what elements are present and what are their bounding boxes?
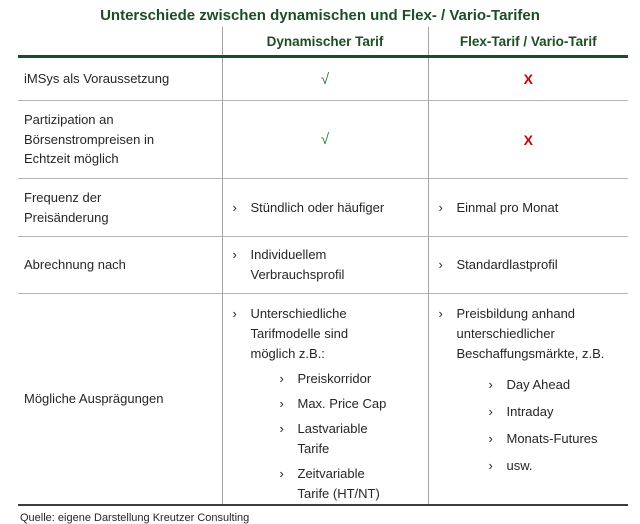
- cell-auspraegungen-flex: [428, 294, 628, 506]
- cell-imsys-flex: [428, 57, 628, 101]
- bullet-icon: ›: [488, 377, 493, 392]
- cell-frequenz-flex: [428, 179, 628, 237]
- bullet-icon: ›: [488, 404, 493, 419]
- list-item-text: Stündlich oder häufiger: [250, 199, 385, 215]
- header-flex-tariff: Flex-Tarif / Vario-Tarif: [428, 27, 628, 57]
- cell-frequenz-dynamic: [222, 179, 428, 237]
- bullet-icon: ›: [279, 371, 284, 386]
- list-item-text: Monats-Futures: [506, 431, 598, 446]
- list-item-text: Lastvariable Tarife: [297, 421, 368, 456]
- bullet-icon: ›: [279, 466, 284, 481]
- header-empty-cell: [18, 27, 222, 57]
- row-label-partizipation: Partizipation an Börsenstrompreisen in Echtzeit möglich: [18, 101, 222, 179]
- list-item: [439, 198, 621, 218]
- list-item: [233, 245, 393, 285]
- list-item: [439, 304, 621, 364]
- sub-list-item: [489, 402, 621, 422]
- sub-list-item: [489, 429, 621, 449]
- cell-auspraegungen-dynamic: [222, 294, 428, 506]
- sub-list-item: [489, 456, 621, 476]
- row-label-abrechnung: Abrechnung nach: [18, 237, 222, 294]
- table-row-imsys: [18, 57, 628, 101]
- list-item-text: Day Ahead: [506, 377, 571, 392]
- header-dynamic-tariff: Dynamischer Tarif: [222, 27, 428, 57]
- header-row: [18, 27, 628, 57]
- table-row-auspraegungen: [18, 294, 628, 506]
- row-label-frequenz: Frequenz der Preisänderung: [18, 179, 222, 237]
- list-item-text: Preisbildung anhand unterschiedlicher Beschaffungsmärkte, z.B.: [456, 306, 605, 361]
- list-item: [233, 304, 393, 364]
- list-item-text: Unterschiedliche Tarifmodelle sind möglich z.B.:: [250, 306, 349, 361]
- list-item: [233, 198, 393, 218]
- bullet-icon: ›: [279, 396, 284, 411]
- list-item-text: Zeitvariable Tarife (HT/NT): [297, 466, 380, 501]
- cell-abrechnung-flex: [428, 237, 628, 294]
- sub-list-item: [280, 464, 393, 504]
- comparison-table: [18, 27, 628, 506]
- bullet-icon: ›: [488, 458, 493, 473]
- bullet-icon: ›: [488, 431, 493, 446]
- bullet-icon: ›: [279, 421, 284, 436]
- bullet-icon: ›: [232, 247, 237, 262]
- row-label-imsys: iMSys als Voraussetzung: [24, 71, 170, 87]
- list-item-text: Standardlastprofil: [456, 257, 558, 272]
- list-item: [439, 255, 621, 275]
- sub-list-item: [280, 394, 393, 414]
- source-note: Quelle: eigene Darstellung Kreutzer Consulting: [20, 512, 250, 524]
- list-item-text: usw.: [506, 458, 533, 473]
- list-item-text: Preiskorridor: [297, 371, 372, 386]
- cell-partizipation-flex: [428, 101, 628, 179]
- check-icon: √: [320, 70, 330, 88]
- table-row-frequenz: [18, 179, 628, 237]
- bullet-icon: ›: [232, 306, 237, 321]
- cell-abrechnung-dynamic: [222, 237, 428, 294]
- sub-list-item: [280, 419, 393, 459]
- list-item-text: Intraday: [506, 404, 554, 419]
- list-item-text: Individuellem Verbrauchsprofil: [250, 247, 345, 282]
- bullet-icon: ›: [438, 306, 443, 321]
- cell-partizipation-dynamic: [222, 101, 428, 179]
- sub-list-item: [280, 369, 393, 389]
- table-row-abrechnung: [18, 237, 628, 294]
- table-row-partizipation: [18, 101, 628, 179]
- list-item-text: Max. Price Cap: [297, 396, 387, 411]
- list-item-text: Einmal pro Monat: [456, 199, 559, 215]
- cell-imsys-dynamic: [222, 57, 428, 101]
- sub-list-item: [489, 375, 621, 395]
- cross-icon: X: [523, 71, 533, 87]
- page-title: Unterschiede zwischen dynamischen und Flex- / Vario-Tarifen: [100, 7, 540, 24]
- cross-icon: X: [523, 131, 533, 148]
- bullet-icon: ›: [438, 257, 443, 272]
- row-label-auspraegungen: Mögliche Ausprägungen: [18, 294, 222, 506]
- check-icon: √: [320, 131, 330, 148]
- bullet-icon: ›: [438, 199, 443, 215]
- bullet-icon: ›: [232, 199, 237, 215]
